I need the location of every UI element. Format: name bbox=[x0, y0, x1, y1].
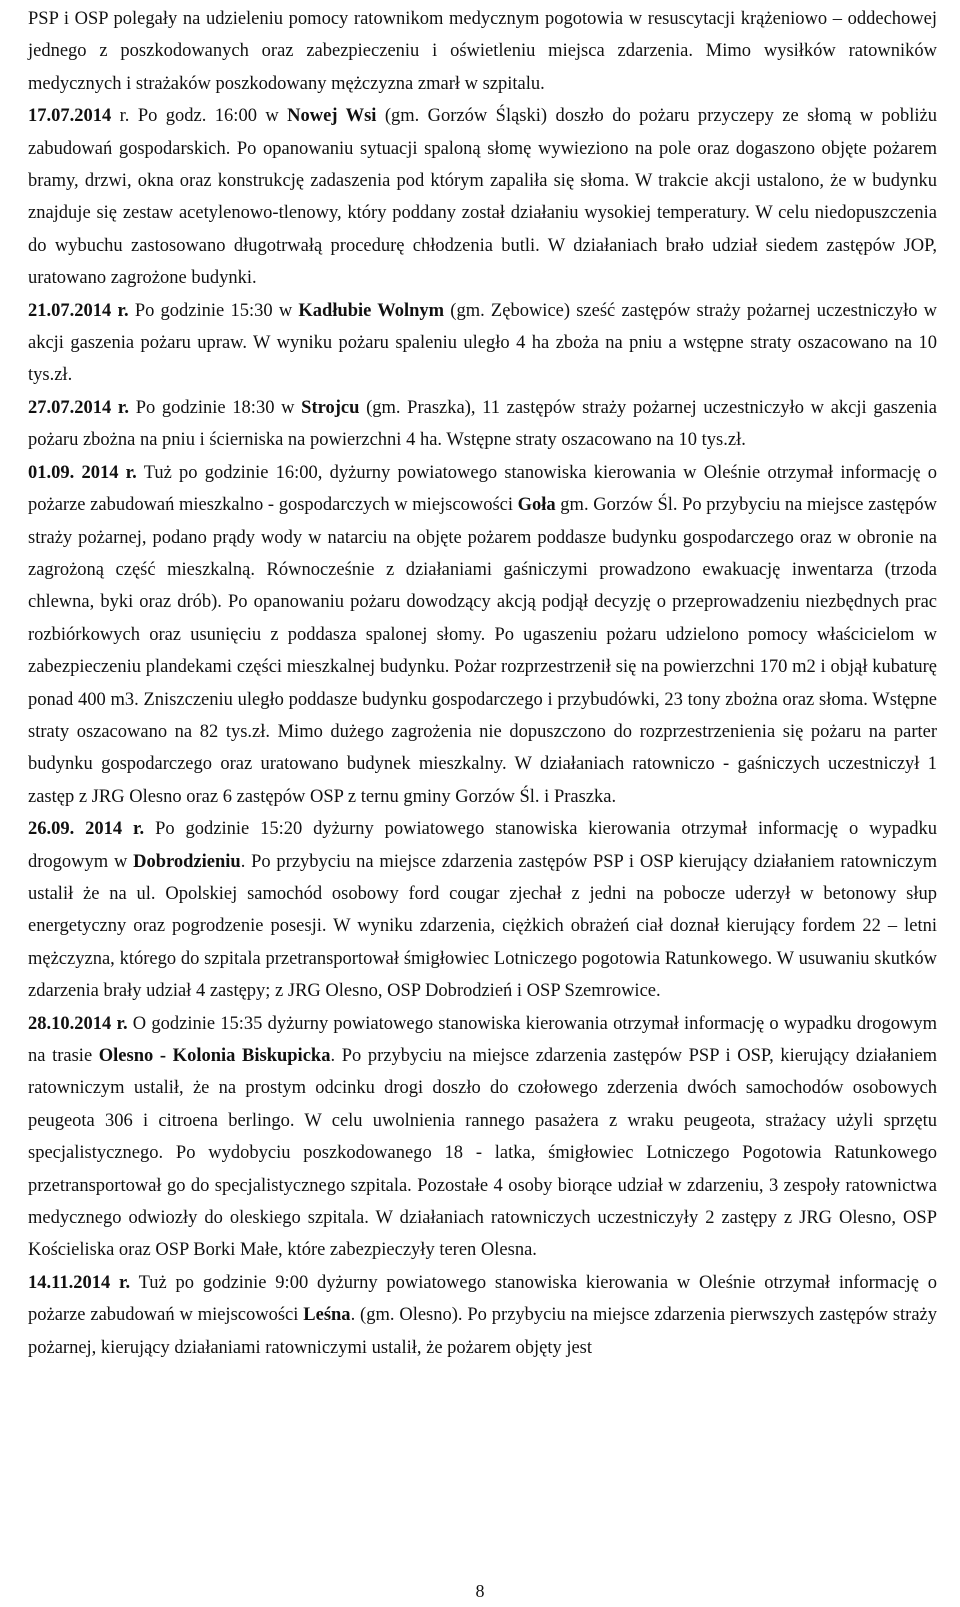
bold-text-run: Leśna bbox=[303, 1305, 351, 1326]
paragraph bbox=[28, 100, 937, 294]
text-run: Po godzinie 15:30 w bbox=[128, 300, 299, 321]
paragraph bbox=[28, 1008, 937, 1267]
bold-text-run: Olesno - Kolonia Biskupicka bbox=[98, 1046, 331, 1066]
text-run: Po godzinie 15:20 dyżurny powiatowego stanowiska kierowania otrzymał informację o wypadku drogowym w bbox=[28, 819, 937, 872]
text-run: . (gm. Olesno). Po przybyciu na miejsce zdarzenia pierwszych zastępów straży pożarnej, kierujący działaniami ratowniczymi ustalił, że pożarem objęty jest bbox=[28, 1305, 938, 1358]
bold-text-run: 27.07.2014 r. bbox=[28, 397, 130, 418]
text-run: (gm. Gorzów Śląski) doszło do pożaru przyczepy ze słomą w pobliżu zabudowań gospodarskich. Po opanowaniu sytuacji spaloną słomę wywieziono na pole oraz dogaszono objęte pożarem bramy, drzwi, okna oraz konstrukcję zadaszenia pod którym zapaliła się słoma. W trakcie akcji ustalono, że w budynku znajduje się zestaw acetylenowo-tlenowy, który poddany został działaniu wysokiej temperatury. W celu niedopuszczenia do wybuchu zastosowano długotrwałą procedurę chłodzenia butli. W działaniach brało udział siedem zastępów JOP, uratowano zagrożone budynki. bbox=[28, 106, 937, 289]
text-run: . Po przybyciu na miejsce zdarzenia zastępów PSP i OSP kierujący działaniem ratowniczym ustalił że na ul. Opolskiej samochód osobowy ford cougar zjechał z jedni na pobocze uderzył w betonowy słup energetyczny oraz pogrodzenie posesji. W wyniku zdarzenia, ciężkich obrażeń ciał doznał kierujący fordem 22 – letni mężczyzna, którego do szpitala przetransportował śmigłowiec Lotniczego pogotowia Ratunkowego. W usuwaniu skutków zdarzenia brały udział 4 zastępy; z JRG Olesno, OSP Dobrodzień i OSP Szemrowice. bbox=[28, 851, 937, 1002]
text-run: Tuż po godzinie 9:00 dyżurny powiatowego stanowiska kierowania w Oleśnie otrzymał informację o pożarze zabudowań w miejscowości bbox=[28, 1272, 938, 1326]
text-run: PSP i OSP polegały na udzieleniu pomocy ratownikom medycznym pogotowia w resuscytacji krążeniowo – oddechowej jednego z poszkodowanych oraz zabezpieczeniu i oświetleniu miejsca zdarzenia. Mimo wysiłków ratowników medycznych i strażaków poszkodowany mężczyzna zmarł w szpitalu. bbox=[28, 9, 937, 94]
text-run: O godzinie 15:35 dyżurny powiatowego stanowiska kierowania otrzymał informację o wypadku drogowym na trasie bbox=[28, 1013, 937, 1066]
bold-text-run: 21.07.2014 r. bbox=[28, 300, 129, 321]
bold-text-run: Dobrodzieniu bbox=[133, 851, 241, 872]
text-run: Tuż po godzinie 16:00, dyżurny powiatowego stanowiska kierowania w Oleśnie otrzymał informację o pożarze zabudowań mieszkalno - gospodarczych w miejscowości bbox=[28, 462, 937, 516]
paragraph bbox=[28, 295, 937, 392]
text-run: (gm. Zębowice) sześć zastępów straży pożarnej uczestniczyło w akcji gaszenia pożaru upraw. W wyniku pożaru spaleniu uległo 4 ha zboża na pniu a wstępne straty oszacowano na 10 tys.zł. bbox=[28, 300, 938, 386]
paragraph bbox=[28, 1267, 937, 1364]
text-run: r. Po godz. 16:00 w bbox=[111, 106, 288, 127]
page-number: 8 bbox=[475, 1581, 485, 1601]
text-run: gm. Gorzów Śl. Po przybyciu na miejsce zastępów straży pożarnej, podano prądy wody w natarciu na objęte pożarem poddasze budynku gospodarczego oraz w obronie na zagrożoną część mieszkalną. Równocześnie z działaniami gaśniczymi prowadzono ewakuację inwentarza (trzoda chlewna, byki oraz drób). Po opanowaniu pożaru dowodzący akcją podjął decyzję o przeprowadzeniu niezbędnych prac rozbiórkowych oraz usunięciu z poddasza spalonej słomy. Po ugaszeniu pożaru udzielono pomocy właścicielom w zabezpieczeniu plandekami części mieszkalnej budynku. Pożar rozprzestrzenił się na powierzchni 170 m2 i objął kubaturę ponad 400 m3. Zniszczeniu uległo poddasze budynku gospodarczego i przybudówki, 23 tony zbożna oraz słoma. Wstępne straty oszacowano na 82 tys.zł. Mimo dużego zagrożenia nie dopuszczono do rozprzestrzenienia się pożaru na parter budynku gospodarczego oraz uratowano budynek mieszkalny. W działaniach ratowniczo - gaśniczych uczestniczył 1 zastęp z JRG Olesno oraz 6 zastępów OSP z ternu gminy Gorzów Śl. i Praszka. bbox=[28, 495, 937, 807]
bold-text-run: Kadłubie Wolnym bbox=[298, 300, 445, 321]
document-body bbox=[28, 3, 937, 1364]
bold-text-run: Goła bbox=[517, 495, 556, 516]
bold-text-run: 17.07.2014 bbox=[28, 106, 112, 127]
bold-text-run: 01.09. 2014 r. bbox=[28, 462, 137, 483]
paragraph bbox=[28, 3, 937, 100]
text-run: Po godzinie 18:30 w bbox=[129, 397, 302, 418]
bold-text-run: Strojcu bbox=[301, 397, 360, 418]
bold-text-run: 28.10.2014 r. bbox=[28, 1013, 128, 1034]
bold-text-run: Nowej Wsi bbox=[287, 106, 377, 127]
bold-text-run: 26.09. 2014 r. bbox=[28, 819, 145, 840]
bold-text-run: 14.11.2014 r. bbox=[28, 1272, 131, 1293]
text-run: (gm. Praszka), 11 zastępów straży pożarnej uczestniczyło w akcji gaszenia pożaru zbożna na pniu i ścierniska na powierzchni 4 ha. Wstępne straty oszacowano na 10 tys.zł. bbox=[28, 397, 938, 451]
paragraph bbox=[28, 457, 937, 813]
text-run: . Po przybyciu na miejsce zdarzenia zastępów PSP i OSP, kierujący działaniem ratowniczym ustalił, że na prostym odcinku drogi doszło do czołowego zderzenia dwóch samochodów osobowych peugeota 306 i citroena berlingo. W celu uwolnienia rannego pasażera z wraku peugeota, strażacy użyli sprzętu specjalistycznego. Po wydobyciu poszkodowanego 18 - latka, śmigłowiec Lotniczego Pogotowia Ratunkowego przetransportował go do specjalistycznego szpitala. Pozostałe 4 osoby biorące udział w zdarzeniu, 3 zespoły ratownictwa medycznego odwiozły do oleskiego szpitala. W działaniach ratowniczych uczestniczyły 2 zastępy z JRG Olesno, OSP Kościeliska oraz OSP Borki Małe, które zabezpieczyły teren Olesna. bbox=[28, 1046, 937, 1261]
paragraph bbox=[28, 813, 937, 1007]
paragraph bbox=[28, 392, 937, 457]
